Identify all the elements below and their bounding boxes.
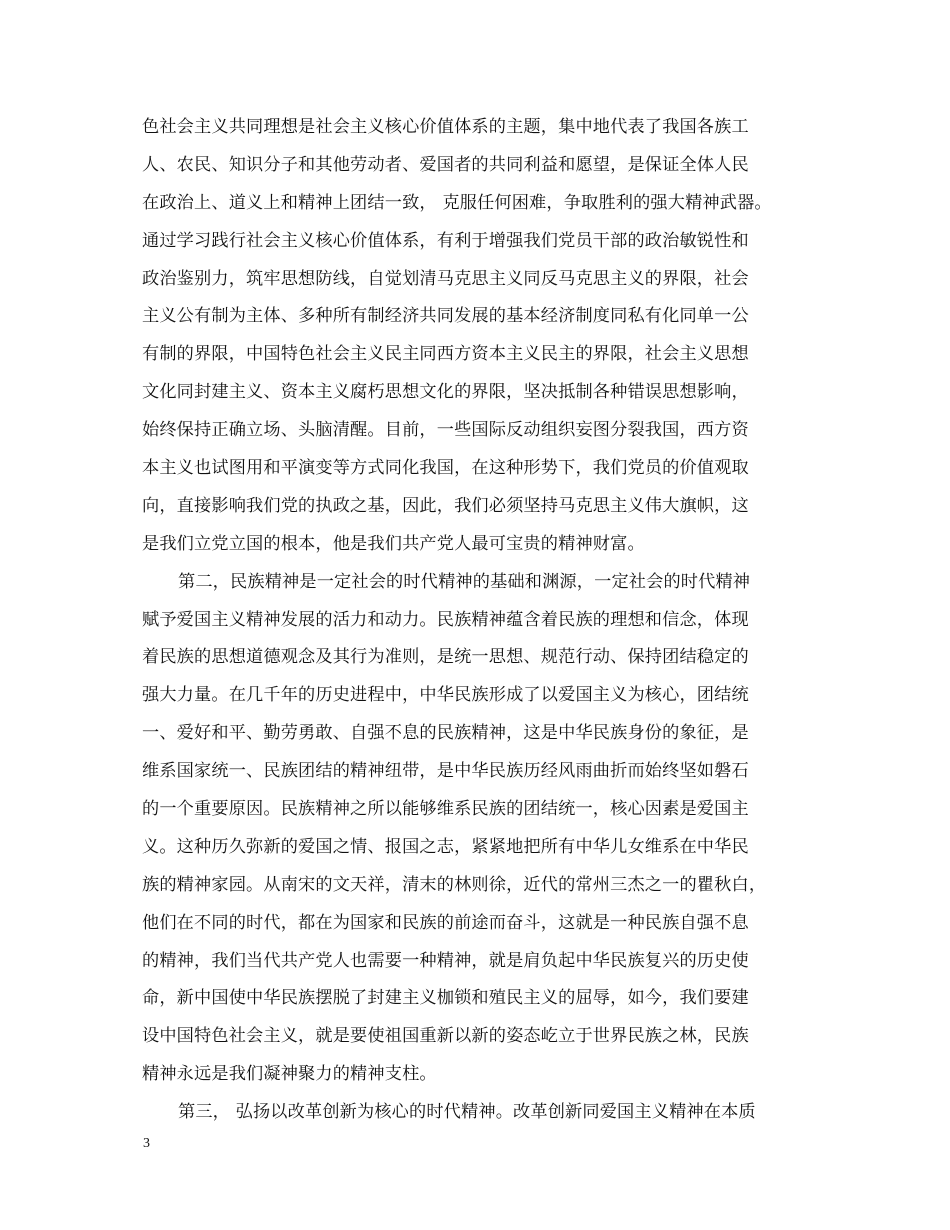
text-line: 一、爱好和平、勤劳勇敢、自强不息的民族精神，这是中华民族身份的象征，是 xyxy=(142,723,749,744)
text-line: 向，直接影响我们党的执政之基，因此，我们必须坚持马克思主义伟大旗帜，这 xyxy=(142,495,749,516)
text-line: 族的精神家园。从南宋的文天祥，清末的林则徐，近代的常州三杰之一的瞿秋白， xyxy=(142,874,767,895)
text-line: 主义公有制为主体、多种所有制经济共同发展的基本经济制度同私有化同单一公 xyxy=(142,306,749,327)
text-line: 色社会主义共同理想是社会主义核心价值体系的主题，集中地代表了我国各族工 xyxy=(142,117,749,137)
text-line: 维系国家统一、民族团结的精神纽带，是中华民族历经风雨曲折而始终坚如磐石 xyxy=(142,761,749,782)
text-line: 精神永远是我们凝神聚力的精神支柱。 xyxy=(142,1064,437,1085)
page-number: 3 xyxy=(143,1136,150,1151)
text-line: 始终保持正确立场、头脑清醒。目前，一些国际反动组织妄图分裂我国，西方资 xyxy=(142,420,749,441)
text-line: 他们在不同的时代，都在为国家和民族的前途而奋斗，这就是一种民族自强不息 xyxy=(142,912,749,933)
text-line: 本主义也试图用和平演变等方式同化我国，在这种形势下，我们党员的价值观取 xyxy=(142,458,749,479)
text-line: 通过学习践行社会主义核心价值体系，有利于增强我们党员干部的政治敏锐性和 xyxy=(142,230,749,251)
text-line: 强大力量。在几千年的历史进程中，中华民族形成了以爱国主义为核心，团结统 xyxy=(142,685,749,706)
text-line: 着民族的思想道德观念及其行为准则，是统一思想、规范行动、保持团结稳定的 xyxy=(142,647,749,668)
text-line: 人、农民、知识分子和其他劳动者、爱国者的共同利益和愿望，是保证全体人民 xyxy=(142,154,749,175)
text-line: 政治鉴别力，筑牢思想防线，自觉划清马克思主义同反马克思主义的界限，社会 xyxy=(142,268,749,289)
paragraph-start-line: 第三， 弘扬以改革创新为核心的时代精神。改革创新同爱国主义精神在本质 xyxy=(178,1102,756,1123)
text-line: 在政治上、道义上和精神上团结一致， 克服任何困难，争取胜利的强大精神武器。 xyxy=(142,192,772,213)
text-line: 赋予爱国主义精神发展的活力和动力。民族精神蕴含着民族的理想和信念，体现 xyxy=(142,609,749,630)
text-line: 的精神，我们当代共产党人也需要一种精神，就是肩负起中华民族复兴的历史使 xyxy=(142,950,749,971)
text-line: 是我们立党立国的根本，他是我们共产党人最可宝贵的精神财富。 xyxy=(142,533,645,554)
text-line: 设中国特色社会主义，就是要使祖国重新以新的姿态屹立于世界民族之林，民族 xyxy=(142,1026,749,1047)
text-line: 文化同封建主义、资本主义腐朽思想文化的界限，坚决抵制各种错误思想影响， xyxy=(142,382,749,403)
text-line: 义。这种历久弥新的爱国之情、报国之志，紧紧地把所有中华儿女维系在中华民 xyxy=(142,836,749,857)
paragraph-start-line: 第二，民族精神是一定社会的时代精神的基础和渊源，一定社会的时代精神 xyxy=(178,571,751,592)
text-line: 命，新中国使中华民族摆脱了封建主义枷锁和殖民主义的屈辱，如今，我们要建 xyxy=(142,988,749,1009)
text-line: 有制的界限，中国特色社会主义民主同西方资本主义民主的界限，社会主义思想 xyxy=(142,344,749,365)
body-text xyxy=(142,109,822,1132)
text-line: 的一个重要原因。民族精神之所以能够维系民族的团结统一，核心因素是爱国主 xyxy=(142,799,749,820)
